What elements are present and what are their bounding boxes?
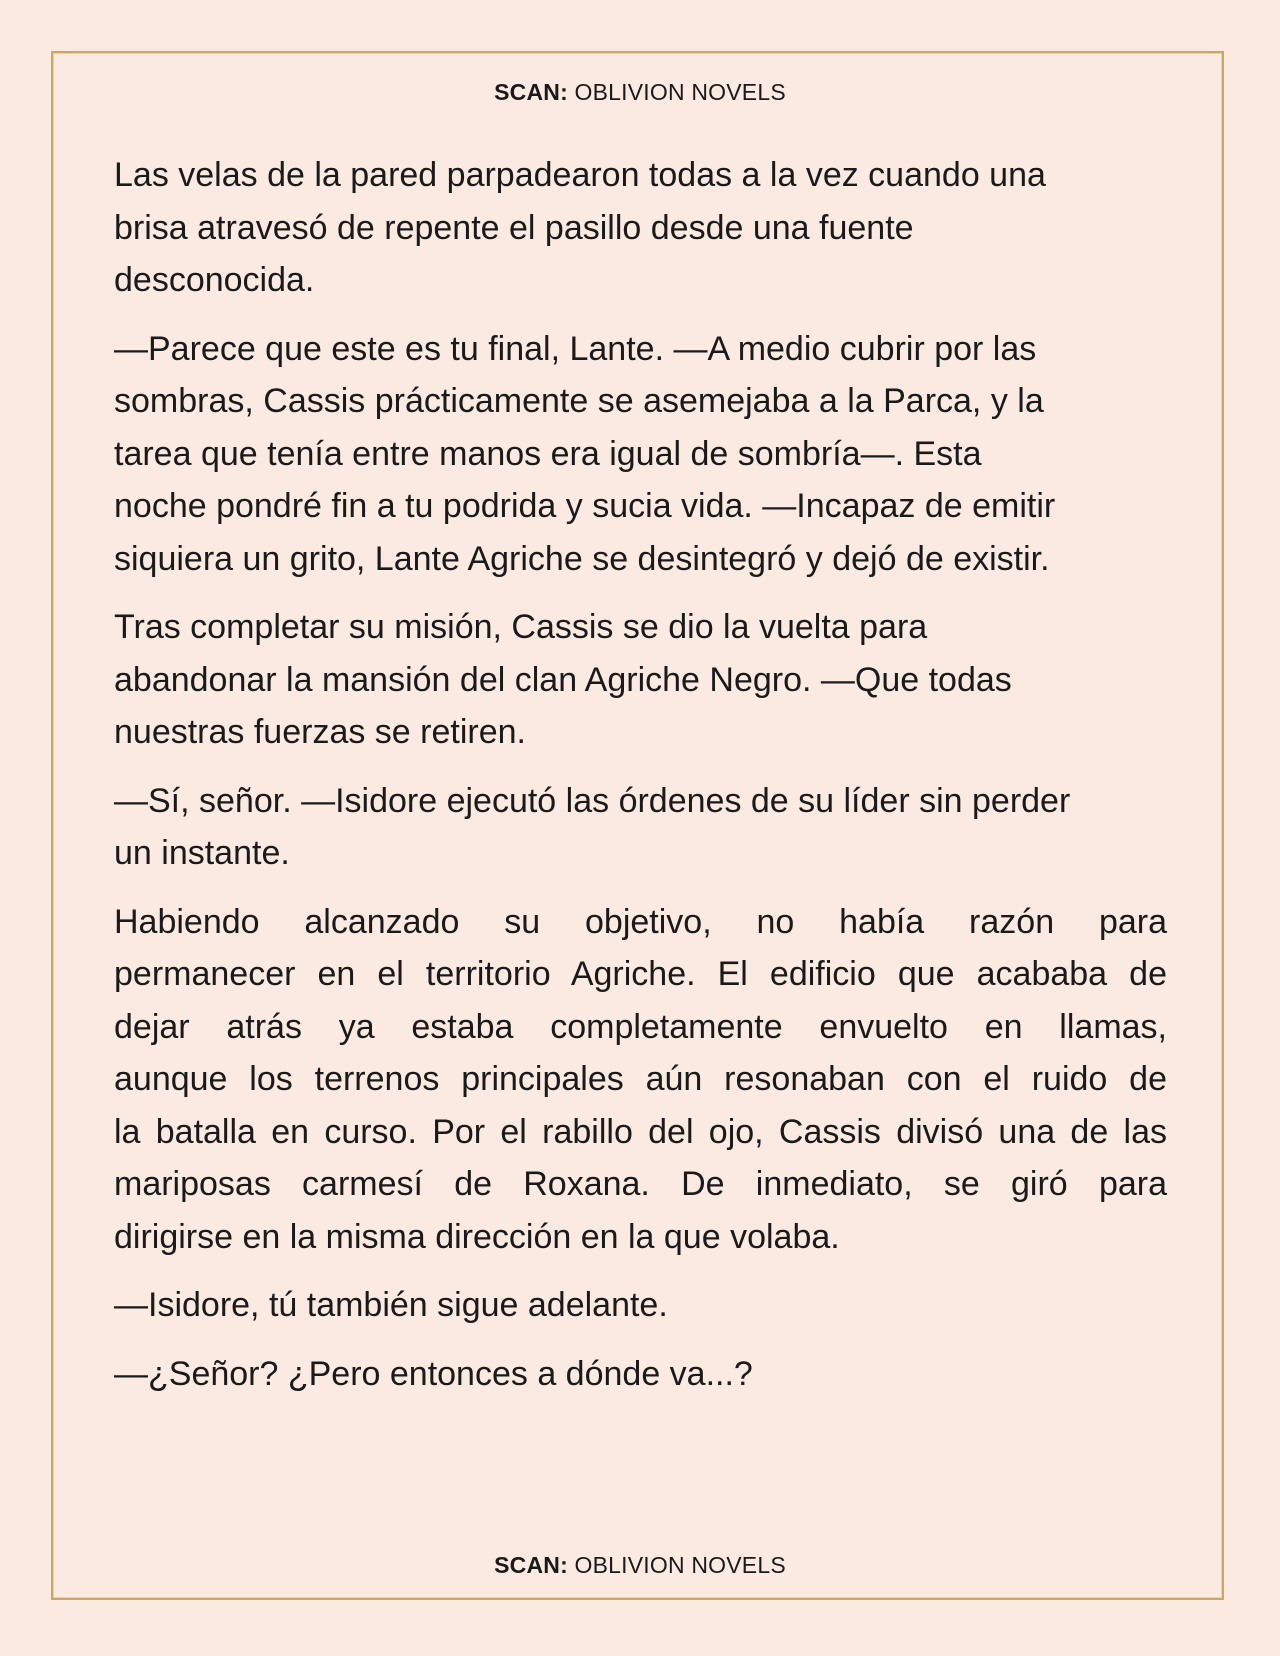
text-line: Tras completar su misión, Cassis se dio la vuelta para	[114, 608, 928, 646]
text-line: mariposas carmesí de Roxana. De inmediato, se giró para	[114, 1165, 1167, 1203]
paragraph	[114, 149, 1167, 307]
header-credit-text: OBLIVION NOVELS	[567, 79, 786, 105]
chapter-text	[114, 149, 1167, 1416]
text-line: sombras, Cassis prácticamente se asemejaba a la Parca, y la	[114, 382, 1044, 420]
paragraph	[114, 896, 1167, 1264]
text-line: permanecer en el territorio Agriche. El edificio que acababa de	[114, 955, 1167, 993]
text-line: nuestras fuerzas se retiren.	[114, 713, 526, 751]
paragraph	[114, 775, 1167, 880]
text-line: brisa atravesó de repente el pasillo desde una fuente	[114, 208, 914, 247]
footer-credit	[0, 1552, 1280, 1579]
text-line: aunque los terrenos principales aún resonaban con el ruido de	[114, 1060, 1167, 1098]
footer-credit-text: OBLIVION NOVELS	[567, 1552, 786, 1578]
paragraph	[114, 601, 1167, 759]
text-line: —¿Señor? ¿Pero entonces a dónde va...?	[114, 1354, 753, 1393]
text-line: dirigirse en la misma dirección en la que volaba.	[114, 1217, 840, 1256]
text-line: desconocida.	[114, 261, 315, 299]
text-line: dejar atrás ya estaba completamente envuelto en llamas,	[114, 1007, 1167, 1046]
text-line: Habiendo alcanzado su objetivo, no había razón para	[114, 902, 1167, 941]
text-line: un instante.	[114, 834, 290, 872]
text-line: la batalla en curso. Por el rabillo del ojo, Cassis divisó una de las	[114, 1112, 1167, 1151]
footer-credit-label: SCAN:	[494, 1552, 568, 1578]
text-line: abandonar la mansión del clan Agriche Negro. —Que todas	[114, 660, 1012, 699]
paragraph	[114, 1348, 1167, 1401]
text-line: noche pondré fin a tu podrida y sucia vida. —Incapaz de emitir	[114, 487, 1056, 525]
header-credit	[0, 79, 1280, 106]
text-line: —Sí, señor. —Isidore ejecutó las órdenes de su líder sin perder	[114, 781, 1071, 820]
paragraph	[114, 1279, 1167, 1332]
paragraph	[114, 323, 1167, 586]
header-credit-label: SCAN:	[494, 79, 568, 105]
text-line: —Parece que este es tu final, Lante. —A medio cubrir por las	[114, 329, 1037, 368]
text-line: tarea que tenía entre manos era igual de sombría—. Esta	[114, 434, 982, 473]
text-line: —Isidore, tú también sigue adelante.	[114, 1286, 668, 1324]
text-line: siquiera un grito, Lante Agriche se desintegró y dejó de existir.	[114, 539, 1050, 578]
text-line: Las velas de la pared parpadearon todas a la vez cuando una	[114, 156, 1046, 194]
